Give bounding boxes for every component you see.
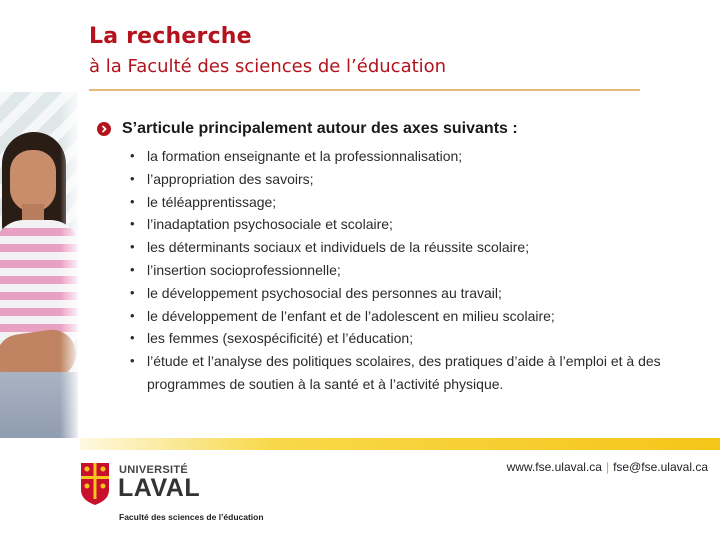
section-heading-row [97,120,518,138]
logo-laval-label: LAVAL [118,474,201,502]
list-item: • les déterminants sociaux et individuels de la réussite scolaire; [130,236,690,259]
list-item: • l’inadaptation psychosociale et scolaire; [130,213,690,236]
list-item: • l’étude et l’analyse des politiques scolaires, des pratiques d’aide à l’emploi et à des programmes de soutien à la santé et à l’activité physique. [130,350,690,396]
list-item: • les femmes (sexospécificité) et l’éducation; [130,327,690,350]
title-divider [89,89,640,91]
footer-accent-bar [80,438,720,450]
shield-icon [80,462,110,506]
page-subtitle: à la Faculté des sciences de l’éducation [89,56,447,77]
research-axes-list [130,145,690,396]
list-item: • l’insertion socioprofessionnelle; [130,259,690,282]
logo-university-label: UNIVERSITÉ [119,464,189,476]
university-logo[interactable] [80,462,264,526]
logo-faculty-label: Faculté des sciences de l’éducation [119,512,264,522]
list-item: • l’appropriation des savoirs; [130,168,690,191]
list-item: • le téléapprentissage; [130,191,690,214]
page-title: La recherche [89,24,252,49]
arrow-circle-icon [97,122,111,136]
section-heading: S’articule principalement autour des axes suivants : [122,120,518,137]
website-link[interactable]: www.fse.ulaval.ca [506,460,602,474]
list-item: • le développement de l’enfant et de l’adolescent en milieu scolaire; [130,305,690,328]
list-item: • le développement psychosocial des personnes au travail; [130,282,690,305]
student-photo [0,92,78,438]
list-item: • la formation enseignante et la professionnalisation; [130,145,690,168]
contact-separator: | [605,460,610,474]
contact-info [507,460,708,474]
email-link[interactable]: fse@fse.ulaval.ca [613,460,708,474]
